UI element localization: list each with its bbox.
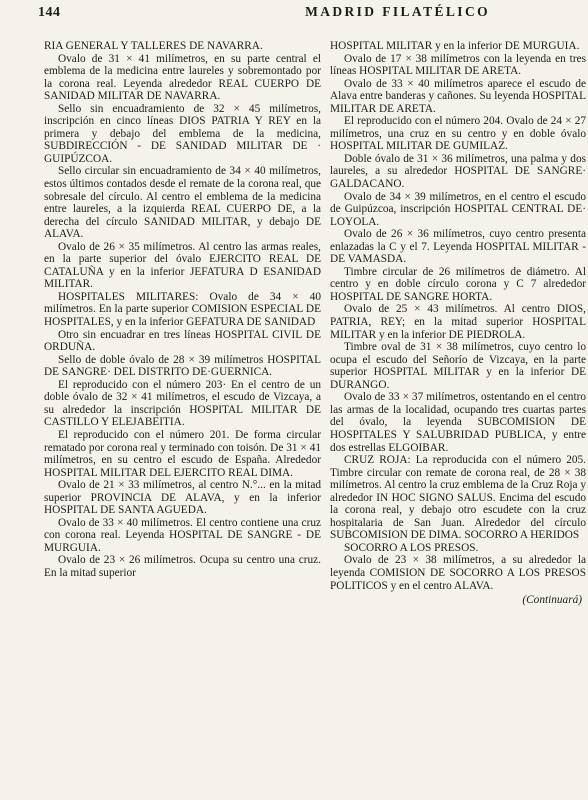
paragraph: Ovalo de 21 × 33 milímetros, al centro N.°... en la mitad superior PROVINCIA DE ALAVA, y en la inferior HOSPITAL DE SANTA AGUEDA. <box>44 479 321 517</box>
paragraph: SOCORRO A LOS PRESOS. <box>344 541 479 554</box>
paragraph: Sello sin encuadramiento de 32 × 45 milímetros, inscripción en cinco líneas DIOS PATRIA Y REY en la primera y debajo del emblema de la medicina, SUBDIRECCIÓN - DE SANIDAD MILITAR DE · GUIPÚZCOA. <box>44 102 321 165</box>
paragraph: RIA GENERAL Y TALLERES DE NAVARRA. <box>44 40 263 52</box>
page-header <box>38 4 580 22</box>
paragraph: HOSPITALES MILITARES: Ovalo de 34 × 40 milímetros. En la parte superior COMISION ESPECIAL DE HOSPITALES, y en la inferior GEFATURA DE SANIDAD <box>44 290 321 329</box>
paragraph: Ovalo de 33 × 37 milímetros, ostentando en el centro las armas de la localidad, ocupando tres cuartas partes del óvalo, la leyenda SUBCOMISION DE HOSPITALES Y SALUBRIDAD PUBLICA, y entre dos estrellas ELGOIBAR. <box>330 391 586 454</box>
paragraph: Ovalo de 17 × 38 milímetros con la leyenda en tres líneas HOSPITAL MILITAR DE ARETA. <box>330 52 586 78</box>
paragraph: Ovalo de 33 × 40 milímetros aparece el escudo de Alava entre banderas y cañones. Su leyenda HOSPITAL MILITAR DE ARETA. <box>330 77 586 115</box>
paragraph: Timbre circular de 26 milímetros de diámetro. Al centro y en doble círculo corona y C 7 alrededor HOSPITAL DE SANGRE HORTA. <box>330 265 586 303</box>
paragraph: Ovalo de 34 × 39 milímetros, en el centro el escudo de Guipúzcoa, inscripción HOSPITAL CENTRAL DE· LOYOLA. <box>330 190 586 228</box>
paragraph: Ovalo de 33 × 40 milímetros. El centro contiene una cruz con corona real. Leyenda HOSPITAL DE SANGRE - DE MURGUIA. <box>44 516 321 554</box>
paragraph: HOSPITAL MILITAR y en la inferior DE MURGUIA. <box>330 40 580 52</box>
paragraph: Ovalo de 25 × 43 milímetros. Al centro DIOS, PATRIA, REY; en la mitad superior HOSPITAL MILITAR y en la inferior DE PIEDROLA. <box>330 303 586 341</box>
paragraph: El reproducido con el número 204. Ovalo de 24 × 27 milímetros, una cruz en su centro y en doble óvalo HOSPITAL MILITAR DE GUMILAZ. <box>330 115 586 153</box>
paragraph: Ovalo de 23 × 26 milímetros. Ocupa su centro una cruz. En la mitad superior <box>44 554 321 579</box>
page-number: 144 <box>38 5 61 20</box>
paragraph: CRUZ ROJA: La reproducida con el número 205. Timbre circular con remate de corona real, de 28 × 38 milímetros. Al centro la cruz emblema de la Cruz Roja y alrededor IN HOC SIGNO SALUS. Encima del escudo la corona real, y debajo otro escudete con la cruz hospitalaria de San Juan. Alrededor del círculo SUBCOMISION DE DIMA. SOCORRO A HERIDOS <box>330 454 586 542</box>
paragraph: Doble óvalo de 31 × 36 milímetros, una palma y dos laureles, a su alrededor HOSPITAL DE SANGRE· GALDACANO. <box>330 152 586 191</box>
left-column <box>44 40 321 800</box>
paragraph: Ovalo de 23 × 38 milímetros, a su alrededor la leyenda COMISION DE SOCORRO A LOS PRESOS POLITICOS y en el centro ALAVA. <box>330 554 586 592</box>
paragraph: Ovalo de 31 × 41 milímetros, en su parte central el emblema de la medicina entre laureles y sobremontado por la corona real. Leyenda alrededor REAL CUERPO DE SANIDAD MILITAR DE NAVARRA. <box>44 52 321 103</box>
paragraph: Otro sin encuadrar en tres líneas HOSPITAL CIVIL DE ORDUÑA. <box>44 328 321 354</box>
journal-title: MADRID FILATÉLICO <box>305 4 490 19</box>
paragraph: El reproducido con el número 201. De forma circular rematado por corona real y terminado con toisón. De 31 × 41 milímetros, en su centro el escudo de España. Alrededor HOSPITAL MILITAR DEL EJERCITO REAL DIMA. <box>44 428 321 479</box>
continuation-note: (Continuará) <box>522 594 582 607</box>
right-column <box>330 40 586 800</box>
paragraph: Sello de doble óvalo de 28 × 39 milímetros HOSPITAL DE SANGRE· DEL DISTRITO DE·GUERNICA. <box>44 353 321 379</box>
paragraph: Ovalo de 26 × 36 milímetros, cuyo centro presenta enlazadas la C y el 7. Leyenda HOSPITAL MILITAR - DE VAMASDA. <box>330 228 586 266</box>
paragraph: El reproducido con el número 203· En el centro de un doble óvalo de 32 × 41 milímetros, el escudo de Vizcaya, a su alrededor la inscripción HOSPITAL MILITAR DE CASTILLO Y ELEJABEITIA. <box>44 378 321 429</box>
paragraph: Ovalo de 26 × 35 milímetros. Al centro las armas reales, en la parte superior del óvalo EJERCITO REAL DE CATALUÑA y en la inferior JEFATURA D ESANIDAD MILITAR. <box>44 240 321 291</box>
paragraph: Sello circular sin encuadramiento de 34 × 40 milímetros, estos últimos contados desde el remate de la corona real, que sobresale del círculo. Al centro el emblema de la medicina entre laureles, a la izquierda REAL CUERPO DE, a la derecha del círculo SANIDAD MILITAR, y debajo DE ALAVA. <box>44 165 321 241</box>
paragraph: Timbre oval de 31 × 38 milímetros, cuyo centro lo ocupa el escudo del Señorío de Vizcaya, en la parte superior HOSPITAL MILITAR y en la inferior DE DURANGO. <box>330 341 586 391</box>
